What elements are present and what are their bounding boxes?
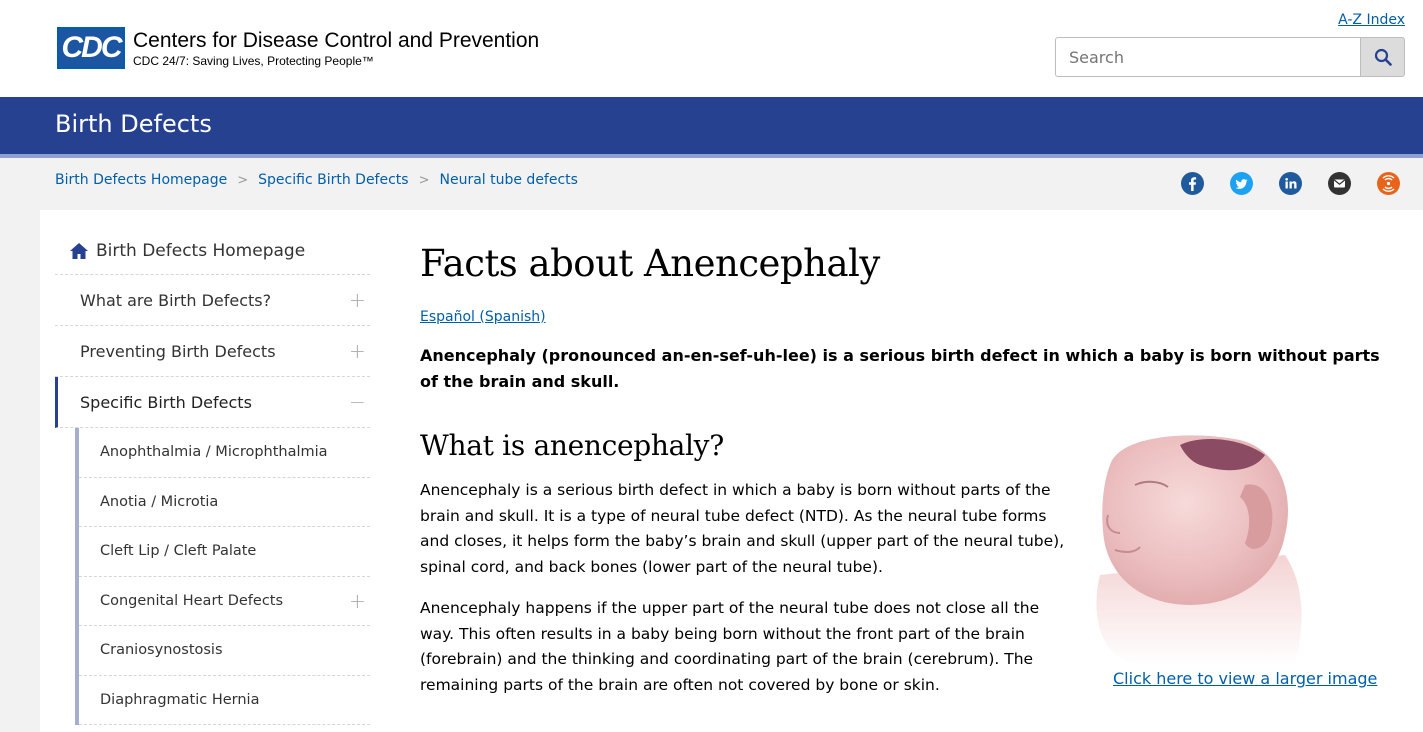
breadcrumb <box>55 172 578 188</box>
org-name: Centers for Disease Control and Prevention <box>133 28 540 52</box>
email-icon[interactable] <box>1328 172 1351 195</box>
nav-sub-item-label: Anophthalmia / Microphthalmia <box>100 444 328 461</box>
left-nav <box>55 228 370 725</box>
nav-home-label: Birth Defects Homepage <box>96 241 306 261</box>
linkedin-icon[interactable] <box>1279 172 1302 195</box>
body-paragraph: Anencephaly is a serious birth defect in which a baby is born without parts of the brain and skull. It is a type of neural tube defect (NTD). As the neural tube forms and closes, it helps form the baby’s brain and skull (upper part of the neural tube), spinal cord, and back bones (lower part of the neural tube). <box>420 481 1065 576</box>
social-share-bar <box>1181 172 1400 195</box>
larger-image-link[interactable]: Click here to view a larger image <box>1113 669 1378 688</box>
nav-sub-item-label: Diaphragmatic Hernia <box>100 691 260 708</box>
org-tagline: CDC 24/7: Saving Lives, Protecting People™ <box>133 53 374 68</box>
collapse-icon[interactable]: − <box>349 390 366 414</box>
nav-item-specific[interactable] <box>55 377 370 428</box>
nav-sub-item-anophthalmia[interactable] <box>79 428 370 478</box>
nav-sub-item-cleft[interactable] <box>79 527 370 577</box>
nav-sub-item-label: Congenital Heart Defects <box>100 592 284 609</box>
nav-sub-item-label: Anotia / Microtia <box>100 493 219 510</box>
nav-item-preventing[interactable] <box>55 326 370 377</box>
facebook-icon[interactable] <box>1181 172 1204 195</box>
az-index-link[interactable]: A-Z Index <box>1338 12 1405 28</box>
nav-home-link[interactable] <box>55 228 370 275</box>
expand-icon[interactable]: + <box>349 288 366 312</box>
nav-sub-item-craniosynostosis[interactable] <box>79 626 370 676</box>
top-header <box>0 0 1423 97</box>
nav-sub-item-label: Cleft Lip / Cleft Palate <box>100 543 257 560</box>
expand-icon[interactable]: + <box>349 588 366 613</box>
twitter-icon[interactable] <box>1230 172 1253 195</box>
cdc-logo[interactable] <box>57 27 539 69</box>
breadcrumb-separator: > <box>237 172 249 188</box>
intro-text: Anencephaly (pronounced an-en-sef-uh-lee) is a serious birth defect in which a baby is born without parts of the brain and skull. <box>420 345 1380 391</box>
nav-sub-item-heart[interactable] <box>79 577 370 627</box>
nav-item-what-are[interactable] <box>55 275 370 326</box>
anencephaly-illustration[interactable] <box>1080 425 1310 669</box>
nav-item-label: Specific Birth Defects <box>80 392 252 412</box>
nav-sub-item-diaphragmatic[interactable] <box>79 676 370 726</box>
breadcrumb-separator: > <box>418 172 430 188</box>
breadcrumb-item-ntd[interactable]: Neural tube defects <box>439 172 578 188</box>
page-title: Facts about Anencephaly <box>420 242 880 285</box>
nav-sub-item-label: Craniosynostosis <box>100 642 223 659</box>
site-title[interactable]: Birth Defects <box>55 110 212 138</box>
syndicate-icon[interactable] <box>1377 172 1400 195</box>
breadcrumb-item-specific[interactable]: Specific Birth Defects <box>258 172 409 188</box>
nav-item-label: What are Birth Defects? <box>80 290 272 310</box>
search-icon <box>1374 48 1392 66</box>
search-input[interactable] <box>1055 37 1360 77</box>
section-heading: What is anencephaly? <box>420 428 724 462</box>
nav-sub-list <box>75 428 370 725</box>
cdc-logo-mark: CDC <box>57 27 125 69</box>
spanish-language-link[interactable]: Español (Spanish) <box>420 308 546 325</box>
body-paragraph: Anencephaly happens if the upper part of the neural tube does not close all the way. This often results in a baby being born without the front part of the brain (forebrain) and the thinking and coordinating part of the brain (cerebrum). The remaining parts of the brain are often not covered by bone or skin. <box>420 599 1040 694</box>
nav-item-label: Preventing Birth Defects <box>80 341 276 361</box>
site-title-bar-accent <box>0 154 1423 158</box>
nav-sub-item-anotia[interactable] <box>79 478 370 528</box>
search-bar <box>1055 37 1405 77</box>
expand-icon[interactable]: + <box>349 339 366 363</box>
breadcrumb-item-home[interactable]: Birth Defects Homepage <box>55 172 228 188</box>
home-icon <box>69 242 89 260</box>
site-title-bar <box>0 97 1423 154</box>
search-button[interactable] <box>1360 37 1405 77</box>
